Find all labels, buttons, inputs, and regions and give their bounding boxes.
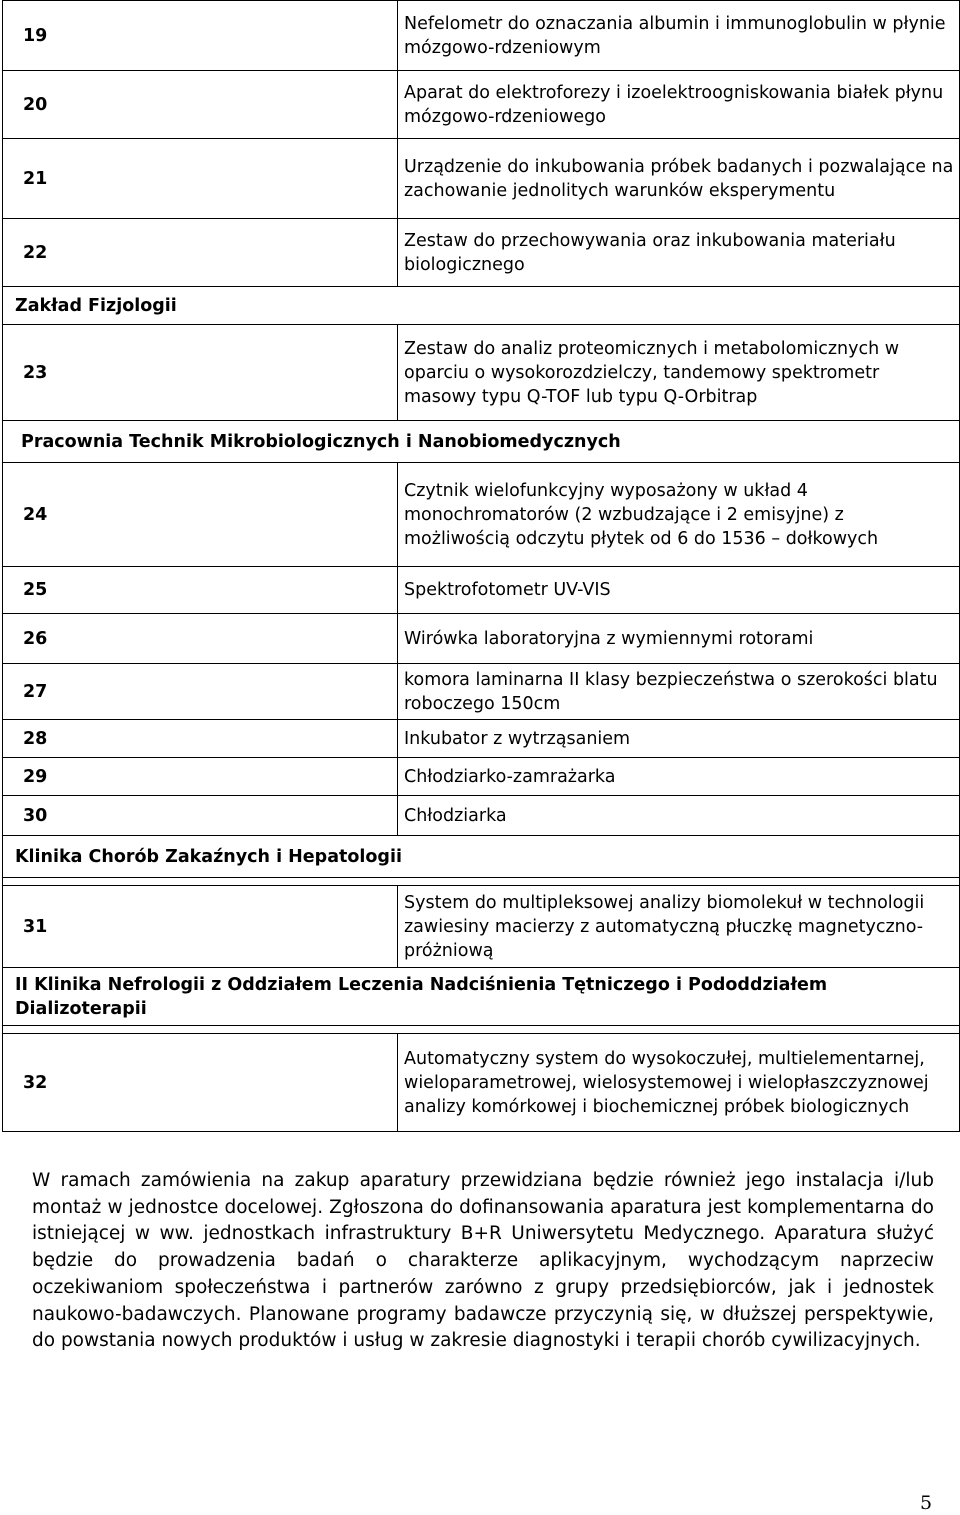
equipment-name: Zestaw do przechowywania oraz inkubowania materiału biologicznego	[398, 219, 960, 287]
row-number: 30	[3, 796, 398, 836]
section-row	[3, 421, 960, 463]
equipment-name: Nefelometr do oznaczania albumin i immunoglobulin w płynie mózgowo-rdzeniowym	[398, 1, 960, 71]
row-number: 21	[3, 139, 398, 219]
table-row	[3, 1034, 960, 1132]
table-row	[3, 664, 960, 720]
table-row	[3, 139, 960, 219]
table-row	[3, 219, 960, 287]
section-row	[3, 968, 960, 1026]
equipment-table	[2, 0, 960, 1132]
spacer-row	[3, 878, 960, 886]
table-row	[3, 1, 960, 71]
row-number: 19	[3, 1, 398, 71]
equipment-name: Aparat do elektroforezy i izoelektroogniskowania białek płynu mózgowo-rdzeniowego	[398, 71, 960, 139]
table-row	[3, 758, 960, 796]
row-number: 32	[3, 1034, 398, 1132]
table-row	[3, 614, 960, 664]
spacer	[3, 878, 960, 886]
row-number: 23	[3, 325, 398, 421]
table-row	[3, 463, 960, 567]
table-row	[3, 720, 960, 758]
row-number: 22	[3, 219, 398, 287]
section-row	[3, 287, 960, 325]
equipment-name: Zestaw do analiz proteomicznych i metabolomicznych w oparciu o wysokorozdzielczy, tandemowy spektrometr masowy typu Q-TOF lub typu Q-Orbitrap	[398, 325, 960, 421]
table-row	[3, 567, 960, 614]
page-number: 5	[920, 1492, 933, 1514]
equipment-name: Czytnik wielofunkcyjny wyposażony w układ 4 monochromatorów (2 wzbudzające i 2 emisyjne) z możliwością odczytu płytek od 6 do 1536 – dołkowych	[398, 463, 960, 567]
section-heading: Zakład Fizjologii	[3, 287, 960, 325]
section-row	[3, 836, 960, 878]
equipment-name: Chłodziarka	[398, 796, 960, 836]
table-row	[3, 71, 960, 139]
equipment-name: Chłodziarko-zamrażarka	[398, 758, 960, 796]
spacer-row	[3, 1026, 960, 1034]
row-number: 26	[3, 614, 398, 664]
equipment-name: Spektrofotometr UV-VIS	[398, 567, 960, 614]
equipment-name: Urządzenie do inkubowania próbek badanych i pozwalające na zachowanie jednolitych warunków eksperymentu	[398, 139, 960, 219]
row-number: 31	[3, 886, 398, 968]
equipment-name: Wirówka laboratoryjna z wymiennymi rotorami	[398, 614, 960, 664]
spacer	[3, 1026, 960, 1034]
section-heading: II Klinika Nefrologii z Oddziałem Leczenia Nadciśnienia Tętniczego i Pododdziałem Dializoterapii	[3, 968, 960, 1026]
equipment-name: komora laminarna II klasy bezpieczeństwa o szerokości blatu roboczego 150cm	[398, 664, 960, 720]
equipment-name: System do multipleksowej analizy biomolekuł w technologii zawiesiny macierzy z automatyczną płuczkę magnetyczno-próżniową	[398, 886, 960, 968]
table-row	[3, 325, 960, 421]
row-number: 28	[3, 720, 398, 758]
table-row	[3, 886, 960, 968]
row-number: 24	[3, 463, 398, 567]
section-heading: Klinika Chorób Zakaźnych i Hepatologii	[3, 836, 960, 878]
body-paragraph: W ramach zamówienia na zakup aparatury przewidziana będzie również jego instalacja i/lub montaż w jednostce docelowej. Zgłoszona do dofinansowania aparatura jest komplementarna do istniejącej w ww. jednostkach infrastruktury B+R Uniwersytetu Medycznego. Aparatura służyć będzie do prowadzenia badań o charakterze aplikacyjnym, wychodzącym naprzeciw oczekiwaniom społeczeństwa i partnerów zarówno z grupy przedsiębiorców, jak i jednostek naukowo-badawczych. Planowane programy badawcze przyczynią się, w dłuższej perspektywie, do powstania nowych produktów i usług w zakresie diagnostyki i terapii chorób cywilizacyjnych.	[32, 1170, 934, 1352]
section-heading: Pracownia Technik Mikrobiologicznych i Nanobiomedycznych	[3, 421, 960, 463]
equipment-name: Automatyczny system do wysokoczułej, multielementarnej, wieloparametrowej, wielosystemowej i wielopłaszczyznowej analizy komórkowej i biochemicznej próbek biologicznych	[398, 1034, 960, 1132]
row-number: 29	[3, 758, 398, 796]
row-number: 20	[3, 71, 398, 139]
row-number: 25	[3, 567, 398, 614]
equipment-name: Inkubator z wytrząsaniem	[398, 720, 960, 758]
row-number: 27	[3, 664, 398, 720]
table-row	[3, 796, 960, 836]
